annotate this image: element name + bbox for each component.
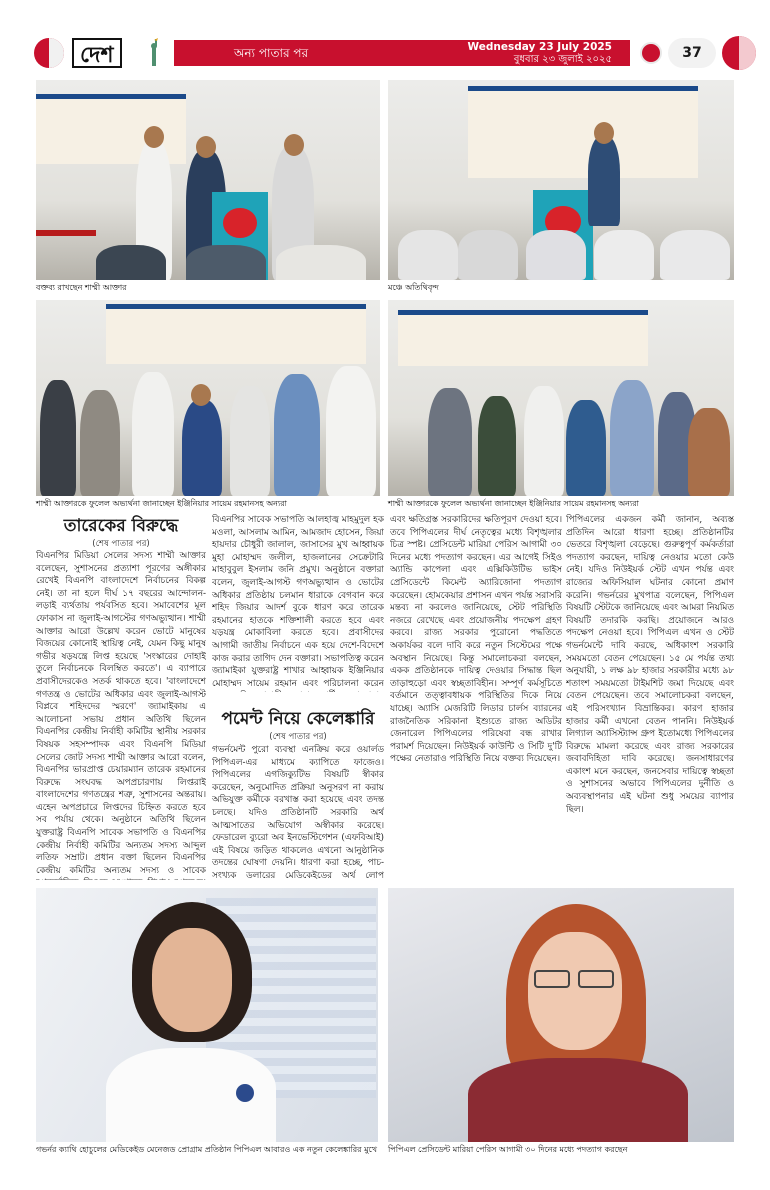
photo-stage-guests[interactable] <box>388 80 734 280</box>
article-column: পিপিএলের একজন কর্মী জানান, অব্যস্ত প্রতিদিন আরো ধারণা হচ্ছে। প্রতিষ্ঠানটির ভেতরে বিশৃঙ্খলা বেড়েছে। গুরুত্বপূর্ণ কর্মকর্তারা পদত্যাগ করছেন, দায়িত্ব নেওয়ার মতো কেউ নেই। যদিও নিউইয়র্ক স্টেট এখন পর্যন্ত এবং রাজ্যের অফিসিয়াল ঘটনার কোনো প্রমাণ করেনি। গভর্নরের মুখপাত্র বলেছেন, পিপিএল বিষয়টি স্টেটকে জানিয়েছে এবং আমরা নিয়মিত বিষয়টি তদারকি করছি। প্রয়োজনে আরও পদক্ষেপ নেওয়া হবে। পিপিএল এখন ও স্টেট গভর্নমেন্টে দাবি করছে, অধিকাংশ সরকারি সময়মতো বেতন পেয়েছেন। ১৫ মে পর্যন্ত তথ্য অনুযায়ী, ১ লক্ষ ৯৮ হাজার সরকারীর মধ্যে ৯৮ শতাংশ সময়মতো টাইমশিট জমা দিয়েছে এবং বেতন পেয়েছেন। তবে সমালোচকরা বলছেন, এই পরিসংখ্যান বিভ্রান্তিকর। কারণ হাজার হাজার কর্মী এখনো বেতন পাননি। নিউইয়র্ক লিগ্যাল অ্যাসিস্ট্যান্স গ্রুপ ইতোমধ্যে পিপিএলের বিরুদ্ধে মামলা করেছে এবং রাজ্য সরকারের জবাবদিহিতা দাবি করেছে। জনসাধারণের একাংশ মনে করছেন, জনসেবার দায়িত্বে স্বচ্ছতা ও সুশাসনের অভাবে পিপিএলের দুর্নীতি ও অব্যবস্থাপনার এই ঘটনা শুধু সময়ের ব্যাপার ছিল। <box>566 515 734 815</box>
photo-ppl-president-portrait[interactable] <box>388 888 734 1142</box>
photo-caption: শাম্মী আক্তারকে ফুলেল অভ্যর্থনা জানাচ্ছেন ইঞ্জিনিয়ার সায়েম রহমানসহ অন্যরা <box>388 499 639 508</box>
photo-flower-welcome[interactable] <box>36 300 380 496</box>
photo-speech[interactable] <box>36 80 380 280</box>
page-number: 37 <box>668 38 716 68</box>
article-continued-label: (শেষ পাতার পর) <box>269 732 327 742</box>
date-english: Wednesday 23 July 2025 <box>467 41 612 53</box>
photo-caption: পিপিএল প্রেসিডেন্ট মারিয়া পেরিস আগামী ৩০ দিনের মধ্যে পদত্যাগ করছেন <box>388 1145 628 1154</box>
photo-caption: মঞ্চে অতিথিবৃন্দ <box>388 283 439 292</box>
article-continued-label: (শেষ পাতার পর) <box>92 539 150 549</box>
logo-text: দেশ <box>72 38 122 68</box>
photo-governor-portrait[interactable] <box>36 888 378 1142</box>
photo-flower-welcome-group[interactable] <box>388 300 734 496</box>
date-bangla: বুধবার ২৩ জুলাই ২০২৫ <box>513 54 612 65</box>
photo-caption: শাম্মী আক্তারকে ফুলেল অভ্যর্থনা জানাচ্ছেন ইঞ্জিনিয়ার সায়েম রহমানসহ অন্যরা <box>36 499 287 508</box>
article-column: এবং ক্ষতিগ্রস্ত সরকারিদের ক্ষতিপূরণ দেওয়া হবে। তবে পিপিএলের দীর্ঘ নেতৃত্বের মধ্যে বিশৃঙ্খলার চিত্র স্পষ্ট। প্রেসিডেন্ট মারিয়া পেরিস আগামী ৩০ দিনের মধ্যে পদত্যাগ করছেন। এর আগেই সিইও অ্যান্ডি কাপেলা এবং এক্সিকিউটিভ ভাইস প্রেসিডেন্টে কিমেন্ট অ্যারিজোনা পদত্যাগ করেছেন। হোমকেয়ার প্রশাসন এখন পর্যন্ত সরাসরি মন্তব্য না করলেও জানিয়েছে, স্টেট পরিস্থিতি নজরে রেখেছে এবং প্রয়োজনীয় পদক্ষেপ গ্রহণ করবে। রাজ্য সরকার পুরোনো পদ্ধতিতে অকার্যকর বলে দাবি করে নতুন সিস্টেমের পক্ষে অবস্থান নিয়েছে। কিন্তু সমালোচকরা বলছেন, একক প্রতিষ্ঠানকে দায়িত্ব দেওয়ার সিদ্ধান্ত ছিল তাড়াহুড়ো এবং স্বচ্ছতাবিহীন। সম্পূর্ণ কর্মসূচিতে বর্তমানে তত্ত্বাবধায়ক পরিস্থিতির দিকে নিয়ে যাচ্ছে। অ্যাসি মেজরিটি লিডার চার্লস ব্যারনের রাজনৈতিক সরিকানা ইশ্যুতে রাজ্য অডিটর জেনারেল পিপিএলের পরিষেবা বন্ধ রাখার পরামর্শ দিয়েছেন। নিউইয়র্ক কাউন্টি ও সিটি দু'টি পক্ষের নেতারাও পরিস্থিতি নিয়ে বক্তব্য দিয়েছেন। <box>390 515 562 765</box>
article-column: বিএনপির মিডিয়া সেলের সদস্য শাম্মী আক্তার বলেছেন, সুশাসনের প্রত্যাশা পূরণের অঙ্গীকার রেখেই বিএনপি বাংলাদেশে নির্বাচনের বিকল্প নেই। তা না হলে দীর্ঘ ১৭ বছরের আন্দোলন-লড়াই ব্যর্থতায় পর্যবসিত হবে। সমাবেশের মূল ফোকাস না জুলাই-আগস্টের গণঅভ্যুত্থান। শাম্মী আক্তার আরো উল্লেখ করেন ভোটে মানুষের বিজয়ের কোনোই স্থায়িত্ব নেই, যেমন কিছু মানুষ গভীর ষড়যন্ত্রে লিপ্ত হয়েছে 'সংস্কারের দোহাই তুলে নির্বাচনকে বিলম্বিত করতে'। এ ব্যাপারে প্রবাসীদেরকেও সতর্ক থাকতে হবে। 'বাংলাদেশে গণতন্ত্র ও ভোটের অধিকার এবং জুলাই-আগস্ট বিপ্লবে শহিদদের স্মরণে' জ্যামাইকায় এ আলোচনা সভায় প্রধান অতিথি ছিলেন বিএনপির কেন্দ্রীয় নির্বাহী কমিটির স্থানীয় সরকার বিষয়ক সহসম্পাদক এবং বিএনপি মিডিয়া সেলের জোট সদস্য শাম্মী আক্তার আরো বলেন, বিএনপির ভারপ্রাপ্ত চেয়ারম্যান তারেক রহমানের বিরুদ্ধে সংঘবদ্ধ অপপ্রচারণায় লিপ্তরাই বাংলাদেশের গণতন্ত্রের শত্রু, সুশাসনের অন্তরায়। এহেন অপপ্রচারে লিপ্তদের চিহ্নিত করতে হবে সব পর্যায় থেকে। অনুষ্ঠানে অতিথি ছিলেন যুক্তরাষ্ট্র বিএনপি সাবেক সভাপতি ও বিএনপির কেন্দ্রীয় নির্বাহী কমিটির অন্যতম সদস্য আব্দুল লতিফ সম্রাট। প্রধান বক্তা ছিলেন বিএনপির কেন্দ্রীয় কমিটির অন্যতম সদস্য ও সাবেক <box>36 551 206 876</box>
page-header <box>28 36 742 70</box>
article-column: গভর্নমেন্ট পুরো ব্যবস্থা এনক্রিয় করে ওয়ার্লড পিপিএল-এর মাধ্যমে ক্যাপিতে ফাজেও। পিপিএলের এগজিক্যুটিভ বিষয়টি স্বীকার করেছেন, অনুমোদিত প্রক্রিয়া অনুসরণ না করায় অভিযুক্ত কর্মীকে বরখাস্ত করা হয়েছে এবং তদন্ত চলছে। যদিও প্রতিষ্ঠানটি সরকারি অর্থ আত্মসাতের অভিযোগ অস্বীকার করেছে। ফেডারেল ব্যুরো অব ইনভেস্টিগেশন (এফবিআই) এই বিষয়ে জড়িত থাকলেও এখনো আনুষ্ঠানিক তদন্তের ঘোষণা দেয়নি। ধারণা করা হচ্ছে, পাচ-সংখ্যক ডলারের মেডিকেইডের অর্থ লোপ <box>212 745 384 880</box>
article-column: বিএনপির সাবেক সভাপতি আলহাজ্ব মাহমুদুল হক মওলা, আসলাম আমিন, আমজাদ হোসেন, জিয়া হায়দার চৌধুরী জালাল, জাসাসের মুখ আহ্বায়ক মুহা মোহাম্মদ জলীল, হাজলানের সেক্রেটারি মাহাবুবুল ইসলাম জনি প্রমুখ। অনুষ্ঠানে বক্তারা বলেন, জুলাই-আগস্ট গণঅভ্যুত্থান ও ভোটের অধিকার প্রতিষ্ঠায় চলমান ধারাকে বেগবান করে শহিদ জিয়ার আদর্শ বুকে ধারণ করে তারেক রহমানের হাতকে শক্তিশালী করতে হবে এবং যড়যন্ত্র মোকাবিলা করতে হবে। প্রবাসীদের আগামী জাতীয় নির্বাচনে এক হয়ে দেশে-বিদেশে কাজ করার তাগিদ দেন বক্তারা। সভাপতিত্ব করেন জ্যামাইকা যুক্তরাষ্ট্র শাখার আহ্বায়ক ইঞ্জিনিয়ার মোহাম্মদ সায়েম রহমান এবং পরিচালনা করেন <box>212 515 384 689</box>
photo-caption: বক্তব্য রাখছেন শাম্মী আক্তার <box>36 283 127 292</box>
article-headline: তারেকের বিরুদ্ধে <box>63 516 179 536</box>
flag-icon <box>640 42 662 64</box>
newspaper-logo[interactable] <box>28 36 162 70</box>
photo-caption: গভর্নর ক্যাথি হোচুলের মেডিকেইড মেনেজড প্রোগ্রাম প্রতিষ্ঠান পিপিএল আবারও এক নতুন কেলেঙ্কারির মুখে <box>36 1145 378 1154</box>
header-ornament-icon <box>722 36 756 70</box>
logo-emblem-icon <box>34 38 64 68</box>
statue-of-liberty-icon <box>146 38 162 68</box>
section-band <box>174 40 630 66</box>
article-headline: পমেন্ট নিয়ে কেলেঙ্কারি <box>221 709 375 729</box>
section-title: অন্য পাতার পর <box>234 46 309 60</box>
